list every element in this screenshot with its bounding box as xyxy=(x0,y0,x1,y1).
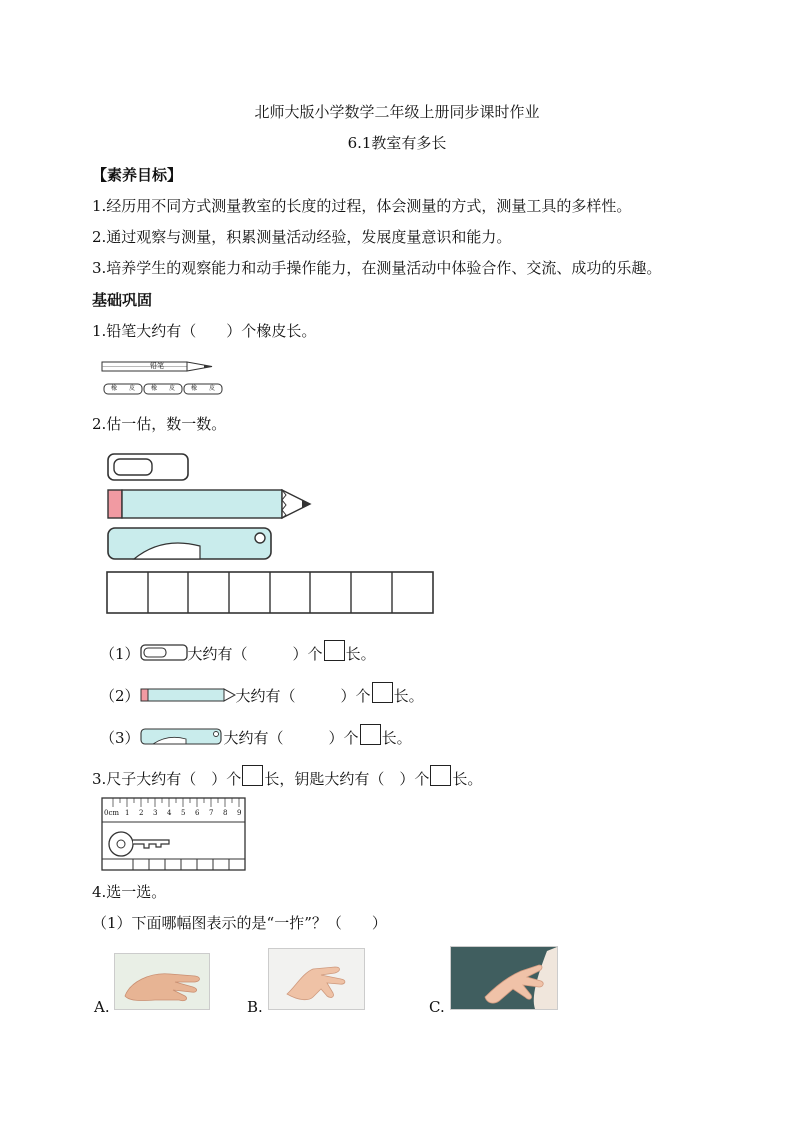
ruler-tick-label: 3 xyxy=(153,809,158,817)
unit-square-icon xyxy=(242,765,263,786)
ruler-zero-label: 0cm xyxy=(104,809,120,817)
option-a-label: A. xyxy=(94,998,110,1016)
unit-square-icon xyxy=(324,640,345,661)
q2-sub1-suffix: 长。 xyxy=(345,645,376,663)
q2-sub2 xyxy=(100,682,424,706)
q3-part2: 长，钥匙大约有（ ）个 xyxy=(264,770,430,788)
q3-part1: 3.尺子大约有（ ）个 xyxy=(92,770,242,788)
goal-item-3: 3.培养学生的观察能力和动手操作能力，在测量活动中体验合作、交流、成功的乐趣。 xyxy=(92,259,662,277)
q2-sub2-suffix: 长。 xyxy=(393,687,424,705)
goal-item-1: 1.经历用不同方式测量教室的长度的过程，体会测量的方式，测量工具的多样性。 xyxy=(92,197,632,215)
q2-sub3-about: 大约有（ ）个 xyxy=(223,729,359,747)
estimation-figure xyxy=(104,450,439,618)
ruler-tick-label: 6 xyxy=(195,809,200,817)
ruler-tick-label: 7 xyxy=(209,809,214,817)
paperclip-icon xyxy=(140,644,188,662)
question-1: 1.铅笔大约有（ ）个橡皮长。 xyxy=(92,322,317,340)
q2-sub1-prefix: （1） xyxy=(100,645,140,663)
option-b-label: B. xyxy=(247,998,263,1016)
q2-sub2-prefix: （2） xyxy=(100,687,140,705)
q2-sub1-about: 大约有（ ）个 xyxy=(187,645,323,663)
ruler-tick-label: 1 xyxy=(125,809,130,817)
ruler-tick-label: 4 xyxy=(167,809,172,817)
goal-item-2: 2.通过观察与测量，积累测量活动经验，发展度量意识和能力。 xyxy=(92,228,512,246)
hand-photo-b xyxy=(268,948,365,1010)
ruler-tick-label: 9 xyxy=(237,809,242,817)
ruler-icon xyxy=(140,728,224,746)
option-c-label: C. xyxy=(429,998,445,1016)
page-subtitle: 6.1教室有多长 xyxy=(347,134,447,152)
q2-sub1 xyxy=(100,640,376,664)
page-title: 北师大版小学数学二年级上册同步课时作业 xyxy=(254,103,540,121)
q3-part3: 长。 xyxy=(452,770,483,788)
basics-heading: 基础巩固 xyxy=(92,291,153,309)
unit-square-icon xyxy=(360,724,381,745)
ruler-tick-label: 8 xyxy=(223,809,228,817)
ruler-tick-label: 2 xyxy=(139,809,144,817)
unit-square-icon xyxy=(430,765,451,786)
eraser-label-1: 橡 皮 xyxy=(111,385,136,392)
hand-photo-c xyxy=(450,946,558,1010)
hand-photo-a xyxy=(114,953,210,1010)
pencil-icon xyxy=(140,687,236,703)
question-3 xyxy=(92,765,482,789)
q4-sub1: （1）下面哪幅图表示的是“一拃”？（ ） xyxy=(92,914,387,932)
q2-sub2-about: 大约有（ ）个 xyxy=(235,687,371,705)
eraser-label-2: 橡 皮 xyxy=(151,385,176,392)
goals-heading: 【素养目标】 xyxy=(92,166,183,184)
ruler-key-figure xyxy=(101,797,247,872)
question-2: 2.估一估，数一数。 xyxy=(92,415,227,433)
q2-sub3-prefix: （3） xyxy=(100,729,140,747)
pencil-label: 铅笔 xyxy=(150,362,164,370)
ruler-tick-label: 5 xyxy=(181,809,186,817)
question-4: 4.选一选。 xyxy=(92,883,167,901)
unit-square-icon xyxy=(372,682,393,703)
q2-sub3 xyxy=(100,724,412,748)
q2-sub3-suffix: 长。 xyxy=(381,729,412,747)
pencil-eraser-figure xyxy=(100,356,225,404)
eraser-label-3: 橡 皮 xyxy=(191,385,216,392)
